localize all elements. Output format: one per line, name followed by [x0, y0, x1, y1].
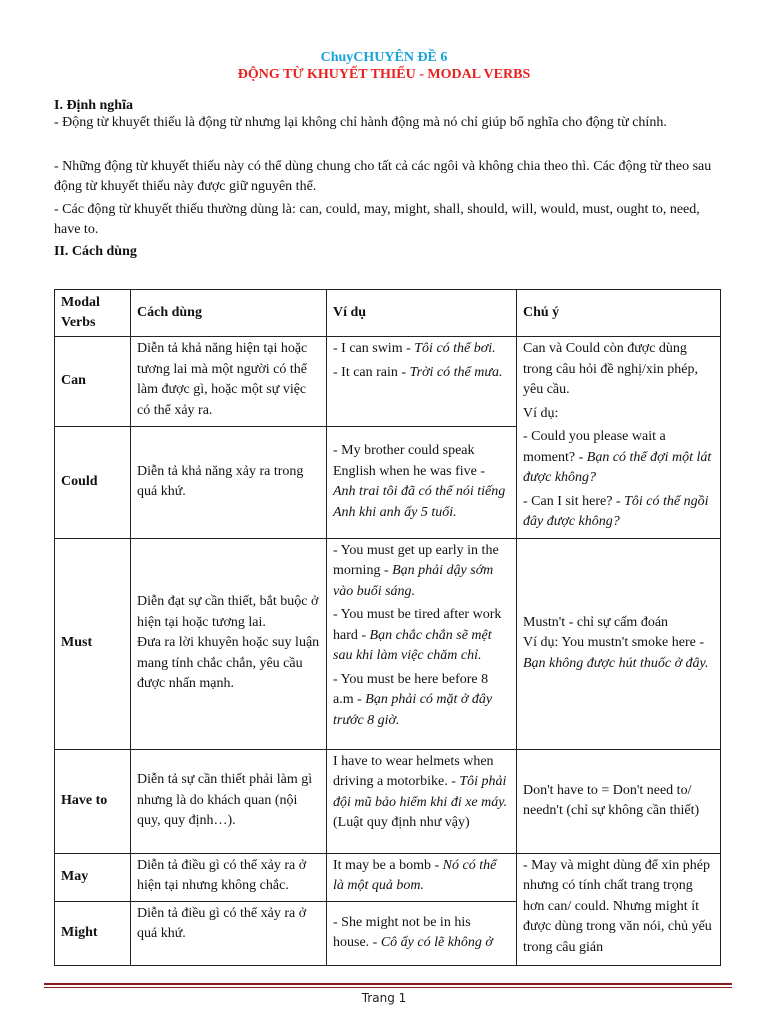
table-row [55, 337, 721, 427]
verb-could: Could [55, 427, 131, 538]
usage-might: Diễn tả điều gì có thể xảy ra ở quá khứ. [131, 901, 327, 965]
verb-have-to: Have to [55, 749, 131, 853]
notes-must: Mustn't - chỉ sự cấm đoán Ví dụ: You mustn't smoke here - Bạn không được hút thuốc ở đây. [517, 538, 721, 749]
definition-paragraph-3: - Các động từ khuyết thiếu thường dùng là: can, could, may, might, shall, should, will, would, must, ought to, need, have to. [54, 202, 700, 237]
examples-can [327, 337, 517, 427]
header-usage: Cách dùng [131, 290, 327, 337]
usage-could: Diễn tả khả năng xảy ra trong quá khứ. [131, 427, 327, 538]
verb-may: May [55, 853, 131, 901]
table-row [55, 853, 721, 901]
example: I have to wear helmets when driving a motorbike. - Tôi phải đội mũ bảo hiểm khi đi xe máy. (Luật quy định như vậy) [333, 753, 508, 830]
verb-can: Can [55, 337, 131, 427]
definition-heading: I. Định nghĩa [54, 98, 133, 113]
example: - You must get up early in the morning - Bạn phải dậy sớm vào buổi sáng. [333, 542, 499, 599]
modal-verbs-table [54, 289, 721, 966]
usage-can: Diễn tả khả năng hiện tại hoặc tương lai mà một người có thể làm được gì, hoặc một sự việc có thể xảy ra. [131, 337, 327, 427]
example: - It can rain - Trời có thể mưa. [333, 364, 503, 380]
examples-might [327, 901, 517, 965]
examples-may [327, 853, 517, 901]
example: - My brother could speak English when he was five - Anh trai tôi đã có thể nói tiếng Anh khi anh ấy 5 tuổi. [333, 443, 506, 520]
table-row [55, 749, 721, 853]
examples-have-to [327, 749, 517, 853]
table-row [55, 538, 721, 749]
examples-must [327, 538, 517, 749]
notes-have-to: Don't have to = Don't need to/ needn't (chỉ sự không cần thiết) [517, 749, 721, 853]
verb-must: Must [55, 538, 131, 749]
table-header-row [55, 290, 721, 337]
example: - I can swim - Tôi có thể bơi. [333, 341, 496, 356]
document-title-line1: ChuyCHUYÊN ĐỀ 6 [320, 50, 448, 65]
footer-divider-thin [44, 987, 732, 988]
header-modal-verbs: Modal Verbs [55, 290, 131, 337]
example: It may be a bomb - Nó có thể là một quả bom. [333, 857, 497, 893]
example: - You must be here before 8 a.m - Bạn phải có mặt ở đây trước 8 giờ. [333, 671, 493, 728]
example: - You must be tired after work hard - Bạn chắc chắn sẽ mệt sau khi làm việc chăm chỉ. [333, 607, 502, 663]
page-number: Trang 1 [361, 991, 407, 1005]
example: - She might not be in his house. - Cô ấy có lẽ không ở [333, 914, 493, 950]
usage-may: Diễn tả điều gì có thể xảy ra ở hiện tại nhưng không chắc. [131, 853, 327, 901]
document-title-line2: ĐỘNG TỪ KHUYẾT THIẾU - MODAL VERBS [237, 67, 531, 82]
usage-have-to: Diễn tả sự cần thiết phải làm gì nhưng là do khách quan (nội quy, quy định…). [131, 749, 327, 853]
examples-could [327, 427, 517, 538]
definition-paragraph-1: - Động từ khuyết thiếu là động từ nhưng lại không chỉ hành động mà nó chỉ giúp bổ nghĩa cho động từ chính. [54, 115, 667, 130]
usage-must: Diễn đạt sự cần thiết, bắt buộc ở hiện tại hoặc tương lai. Đưa ra lời khuyên hoặc suy luận mang tính chắc chắn, yêu cầu được nhấn mạnh. [131, 538, 327, 749]
verb-might: Might [55, 901, 131, 965]
usage-heading: II. Cách dùng [54, 244, 137, 259]
definition-paragraph-2: - Những động từ khuyết thiếu này có thể dùng chung cho tất cả các ngôi và không chia theo thì. Các động từ theo sau động từ khuyết thiếu này được giữ nguyên thể. [54, 159, 712, 194]
header-notes: Chú ý [517, 290, 721, 337]
notes-may-might: - May và might dùng để xin phép nhưng có tính chất trang trọng hơn can/ could. Nhưng might ít được dùng trong văn nói, chủ yếu trong câu gián [517, 853, 721, 965]
footer-divider-thick [44, 983, 732, 985]
notes-can-could: Can và Could còn được dùng trong câu hỏi đề nghị/xin phép, yêu cầu. Ví dụ: - Could you please wait a moment? - Bạn có thể đợi một lát được không? - Can I sit here? - Tôi có thể ngồi đây được không? [517, 337, 721, 539]
header-examples: Ví dụ [327, 290, 517, 337]
